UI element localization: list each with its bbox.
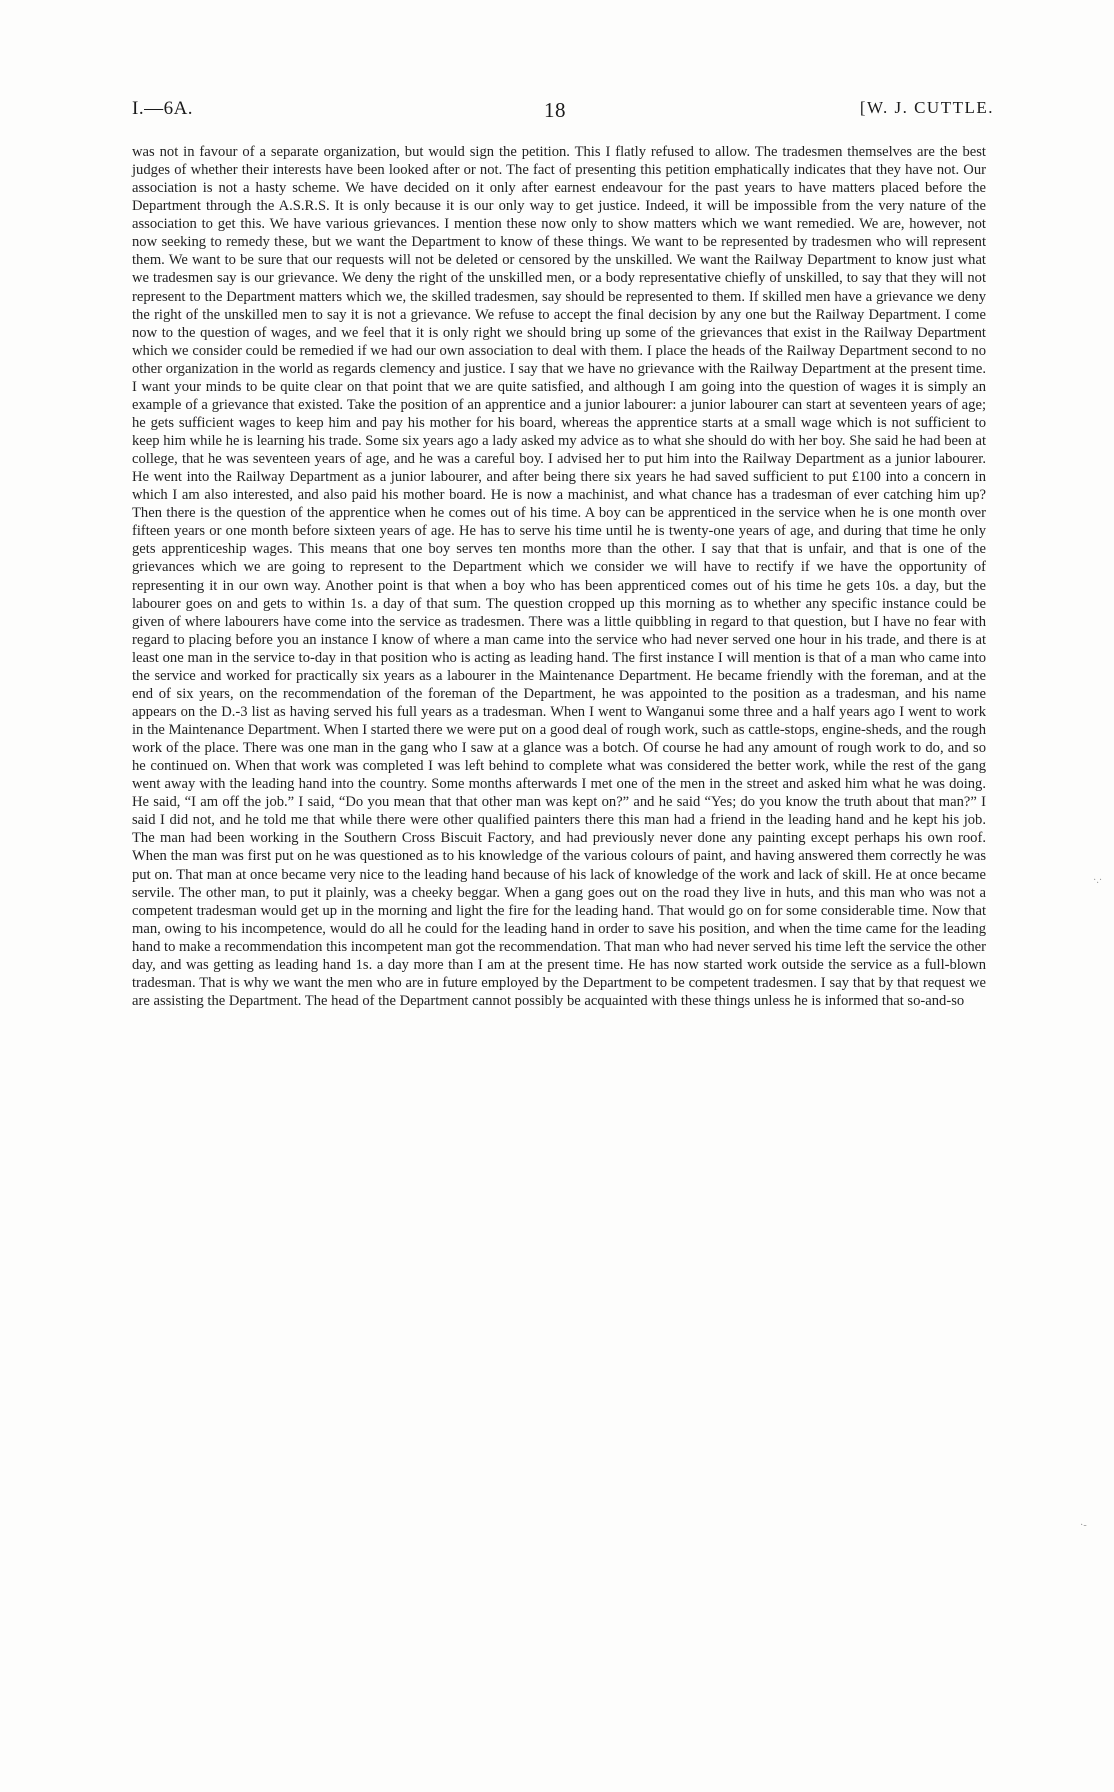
witness-name: [W. J. CUTTLE. (859, 98, 994, 117)
page-number: 18 (544, 98, 566, 122)
report-reference: I.—6A. (132, 98, 194, 119)
page-header (132, 98, 994, 124)
testimony-paragraph: was not in favour of a separate organization, but would sign the petition. This I flatly refused to allow. The tradesmen themselves are the best judges of whether their interests have been looked after or not. The fact of presenting this petition emphatically indicates that they have not. Our association is not a hasty scheme. We have decided on it only after earnest endeavour for the past years to have matters placed before the Department through the A.S.R.S. It is only because it is our only way to get justice. Indeed, it will be impossible from the very nature of the association to get this. We have various grievances. I mention these now only to show matters which we want remedied. We are, however, not now seeking to remedy these, but we want the Department to know of these things. We want to be represented by tradesmen who will represent them. We want to be sure that our requests will not be deleted or censored by the unskilled. We want the Railway Department to know just what we tradesmen say is our grievance. We deny the right of the unskilled men, or a body representative chiefly of unskilled, to say that they will not represent to the Department matters which we, the skilled tradesmen, say should be represented to them. If skilled men have a grievance we deny the right of the unskilled men to say it is not a grievance. We refuse to accept the final decision by any one but the Railway Department. I come now to the question of wages, and we feel that it is only right we should bring up some of the grievances that exist in the Railway Department which we consider could be remedied if we had our own association to deal with them. I place the heads of the Railway Department second to no other organization in the world as regards clemency and justice. I say that we have no grievance with the Railway Department at the present time. I want your minds to be quite clear on that point that we are quite satisfied, and although I am going into the question of wages it is simply an example of a grievance that existed. Take the position of an apprentice and a junior labourer: a junior labourer can start at seventeen years of age; he gets sufficient wages to keep him and pay his mother for his board, whereas the apprentice starts at a small wage which is not sufficient to keep him while he is learning his trade. Some six years ago a lady asked my advice as to what she should do with her boy. She said he had been at college, that he was seventeen years of age, and he was a careful boy. I advised her to put him into the Railway Department as a junior labourer. He went into the Railway Department as a junior labourer, and after being there six years he had saved sufficient to put £100 into a concern in which I am also interested, and also paid his mother board. He is now a machinist, and what chance has a tradesman of ever catching him up? Then there is the question of the apprentice when he comes out of his time. A boy can be apprenticed in the service when he is one month over fifteen years or one month before sixteen years of age. He has to serve his time until he is twenty-one years of age, and during that time he only gets apprenticeship wages. This means that one boy serves ten months more than the other. I say that that is unfair, and that is one of the grievances which we are going to represent to the Department which we consider we will have to rectify if we have the opportunity of representing it in our own way. Another point is that when a boy who has been apprenticed comes out of his time he gets 10s. a day, but the labourer goes on and gets to within 1s. a day of that sum. The question cropped up this morning as to whether any specific instance could be given of where labourers have come into the service as tradesmen. There was a little quibbling in regard to that question, but I have no fear with regard to placing before you an instance I know of where a man came into the service who had never served one hour in his trade, and there is at least one man in the service to-day in that position who is acting as leading hand. The first instance I will mention is that of a man who came into the service and worked for practically six years as a labourer in the Maintenance Department. He became friendly with the foreman, and at the end of six years, on the recommendation of the foreman of the Department, he was appointed to the position as a tradesman, and his name appears on the D.-3 list as having served his full years as a tradesman. When I went to Wanganui some three and a half years ago I went to work in the Maintenance Department. When I started there we were put on a good deal of rough work, such as cattle-stops, engine-sheds, and the rough work of the place. There was one man in the gang who I saw at a glance was a botch. Of course he had any amount of rough work to do, and so he continued on. When that work was completed I was left behind to complete what was considered the better work, while the rest of the gang went away with the leading hand into the country. Some months afterwards I met one of the men in the street and asked him what he was doing. He said, “I am off the job.” I said, “Do you mean that that other man was kept on?” and he said “Yes; do you know the truth about that man?” I said I did not, and he told me that while there were other qualified painters there this man had a friend in the leading hand and he kept his job. The man had been working in the Southern Cross Biscuit Factory, and had previously never done any painting except perhaps his own roof. When the man was first put on he was questioned as to his knowledge of the various colours of paint, and having answered them correctly he was put on. That man at once became very nice to the leading hand because of his lack of knowledge of the work and lack of skill. He at once became servile. The other man, to put it plainly, was a cheeky beggar. When a gang goes out on the road they live in huts, and this man who was not a competent tradesman would get up in the morning and light the fire for the leading hand. That would go on for some considerable time. Now that man, owing to his incompetence, would do all he could for the leading hand in order to save his position, and when the time came for the leading hand to make a recommendation this incompetent man got the recommendation. That man who had never served his time left the service the other day, and was getting as leading hand 1s. a day more than I am at the present time. He has now started work outside the service as a full-blown tradesman. That is why we want the men who are in future employed by the Department to be competent tradesmen. I say that by that request we are assisting the Department. The head of the Department cannot possibly be acquainted with these things unless he is informed that so-and-so (132, 144, 987, 1009)
testimony-body (132, 143, 986, 1010)
margin-mark: ·- (1080, 1520, 1087, 1531)
margin-mark: ·.· (1093, 875, 1103, 886)
